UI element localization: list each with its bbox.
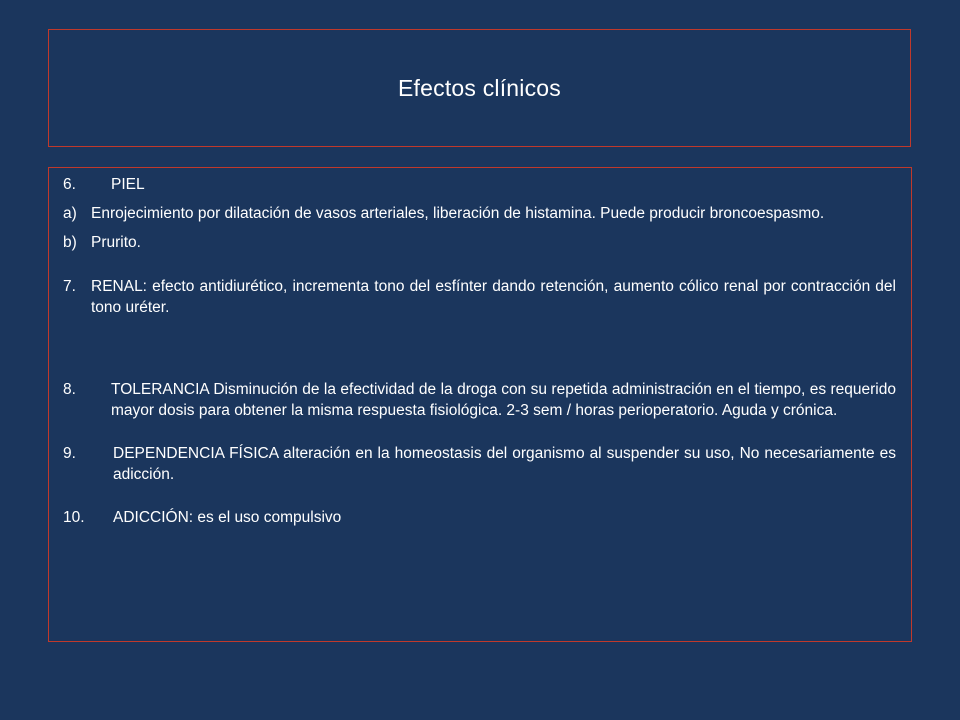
item-number: 6.	[63, 176, 76, 193]
item-number: 9.	[63, 445, 76, 462]
item-text: RENAL: efecto antidiurético, incrementa tono del esfínter dando retención, aumento cólico renal por contracción del tono uréter.	[91, 278, 896, 316]
content-box	[48, 167, 912, 642]
list-item-dependencia	[63, 443, 896, 485]
item-text: Enrojecimiento por dilatación de vasos arteriales, liberación de histamina. Puede producir broncoespasmo.	[91, 205, 825, 222]
list-item-renal	[63, 276, 896, 318]
item-text: Prurito.	[91, 234, 141, 251]
item-number: b)	[63, 234, 77, 251]
item-number: 10.	[63, 509, 85, 526]
item-number: 8.	[63, 381, 76, 398]
title-box	[48, 29, 911, 147]
list-item-enrojecimiento	[63, 203, 896, 224]
list-item-piel	[63, 174, 896, 195]
item-text: TOLERANCIA Disminución de la efectividad de la droga con su repetida administración en el tiempo, es requerido mayor dosis para obtener la misma respuesta fisiológica. 2-3 sem / horas perioperatorio. Aguda y crónica.	[111, 381, 896, 419]
list-item-adiccion	[63, 507, 896, 528]
item-text: PIEL	[111, 176, 145, 193]
item-text: DEPENDENCIA FÍSICA alteración en la homeostasis del organismo al suspender su uso, No necesariamente es adicción.	[113, 445, 896, 483]
list-item-tolerancia	[63, 379, 896, 421]
item-number: a)	[63, 205, 77, 222]
item-text: ADICCIÓN: es el uso compulsivo	[113, 509, 342, 526]
slide-title: Efectos clínicos	[398, 74, 561, 101]
item-number: 7.	[63, 278, 76, 295]
list-item-prurito	[63, 232, 896, 253]
